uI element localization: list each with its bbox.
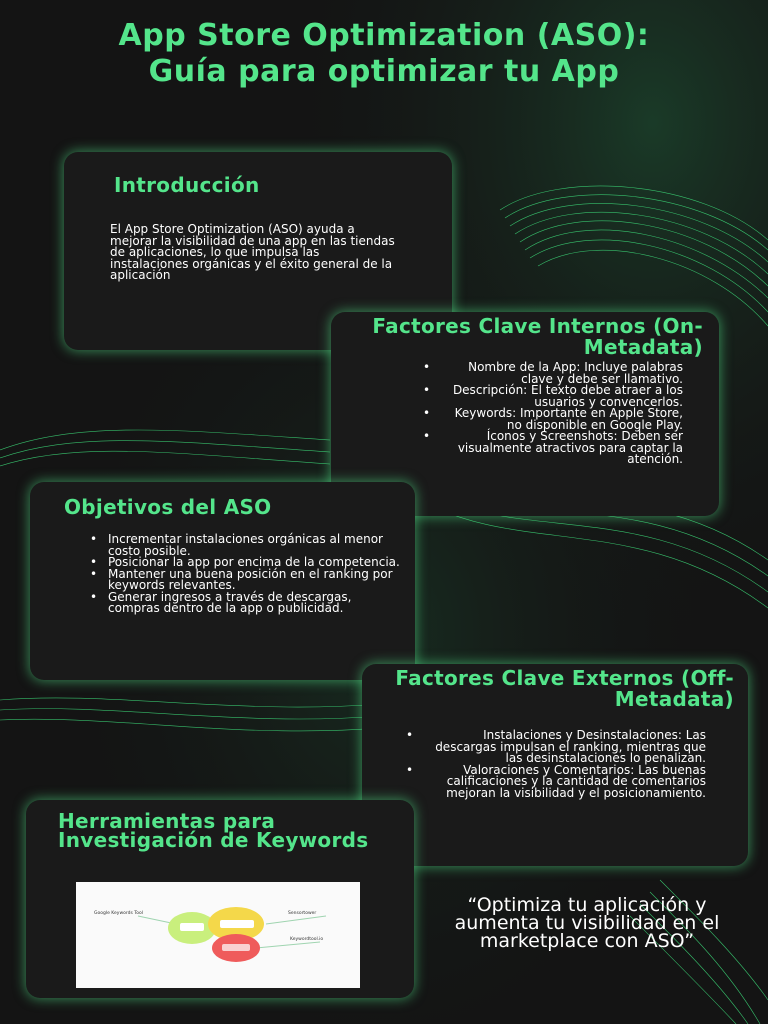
internal-factors-heading: Factores Clave Internos (On-Metadata) <box>372 314 703 359</box>
intro-heading: Introducción <box>114 173 260 197</box>
external-factors-card <box>362 664 748 866</box>
intro-text: El App Store Optimization (ASO) ayuda a mejorar la visibilidad de una app en las tiendas de aplicaciones, lo que impulsa las instalaciones orgánicas y el éxito general de la aplicación <box>110 222 395 282</box>
page-title: App Store Optimization (ASO): Guía para optimizar tu App <box>118 18 650 89</box>
list-item: • Generar ingresos a través de descargas, compras dentro de la app o publicidad. <box>90 592 402 615</box>
list-item: • Íconos y Screenshots: Deben ser visualmente atractivos para captar la atención. <box>421 431 683 466</box>
list-item: • Mantener una buena posición en el ranking por keywords relevantes. <box>90 569 402 592</box>
list-item: • Nombre de la App: Incluye palabras clave y debe ser llamativo. <box>421 362 683 385</box>
list-item: • Valoraciones y Comentarios: Las buenas calificaciones y la cantidad de comentarios mejoran la visibilidad y el posicionamiento. <box>404 765 706 800</box>
list-item: • Instalaciones y Desinstalaciones: Las descargas impulsan el ranking, mientras que las desinstalaciones lo penalizan. <box>404 730 706 765</box>
list-item: • Keywords: Importante en Apple Store, no disponible en Google Play. <box>421 408 683 431</box>
tool-left-label: Google Keywords Tool <box>94 911 144 916</box>
closing-quote: “Optimiza tu aplicación y aumenta tu visibilidad en el marketplace con ASO” <box>454 894 720 952</box>
keyword-tools-diagram <box>76 882 360 988</box>
objectives-card <box>30 482 415 680</box>
external-factors-heading: Factores Clave Externos (Off-Metadata) <box>395 666 734 711</box>
objectives-heading: Objetivos del ASO <box>64 495 272 519</box>
objectives-list <box>90 534 402 615</box>
internal-factors-list <box>421 362 683 466</box>
list-item: • Posicionar la app por encima de la competencia. <box>90 557 402 569</box>
tool-right-top-label: Sensortower <box>288 911 317 916</box>
tool-right-bottom-label: Keywordtool.io <box>290 937 324 942</box>
external-factors-list <box>404 730 706 799</box>
keyword-tools-card <box>26 800 414 998</box>
tools-mindmap <box>76 882 360 988</box>
keyword-tools-heading: Herramientas para Investigación de Keywords <box>58 809 369 852</box>
list-item: • Descripción: El texto debe atraer a los usuarios y convencerlos. <box>421 385 683 408</box>
list-item: • Incrementar instalaciones orgánicas al menor costo posible. <box>90 534 402 557</box>
